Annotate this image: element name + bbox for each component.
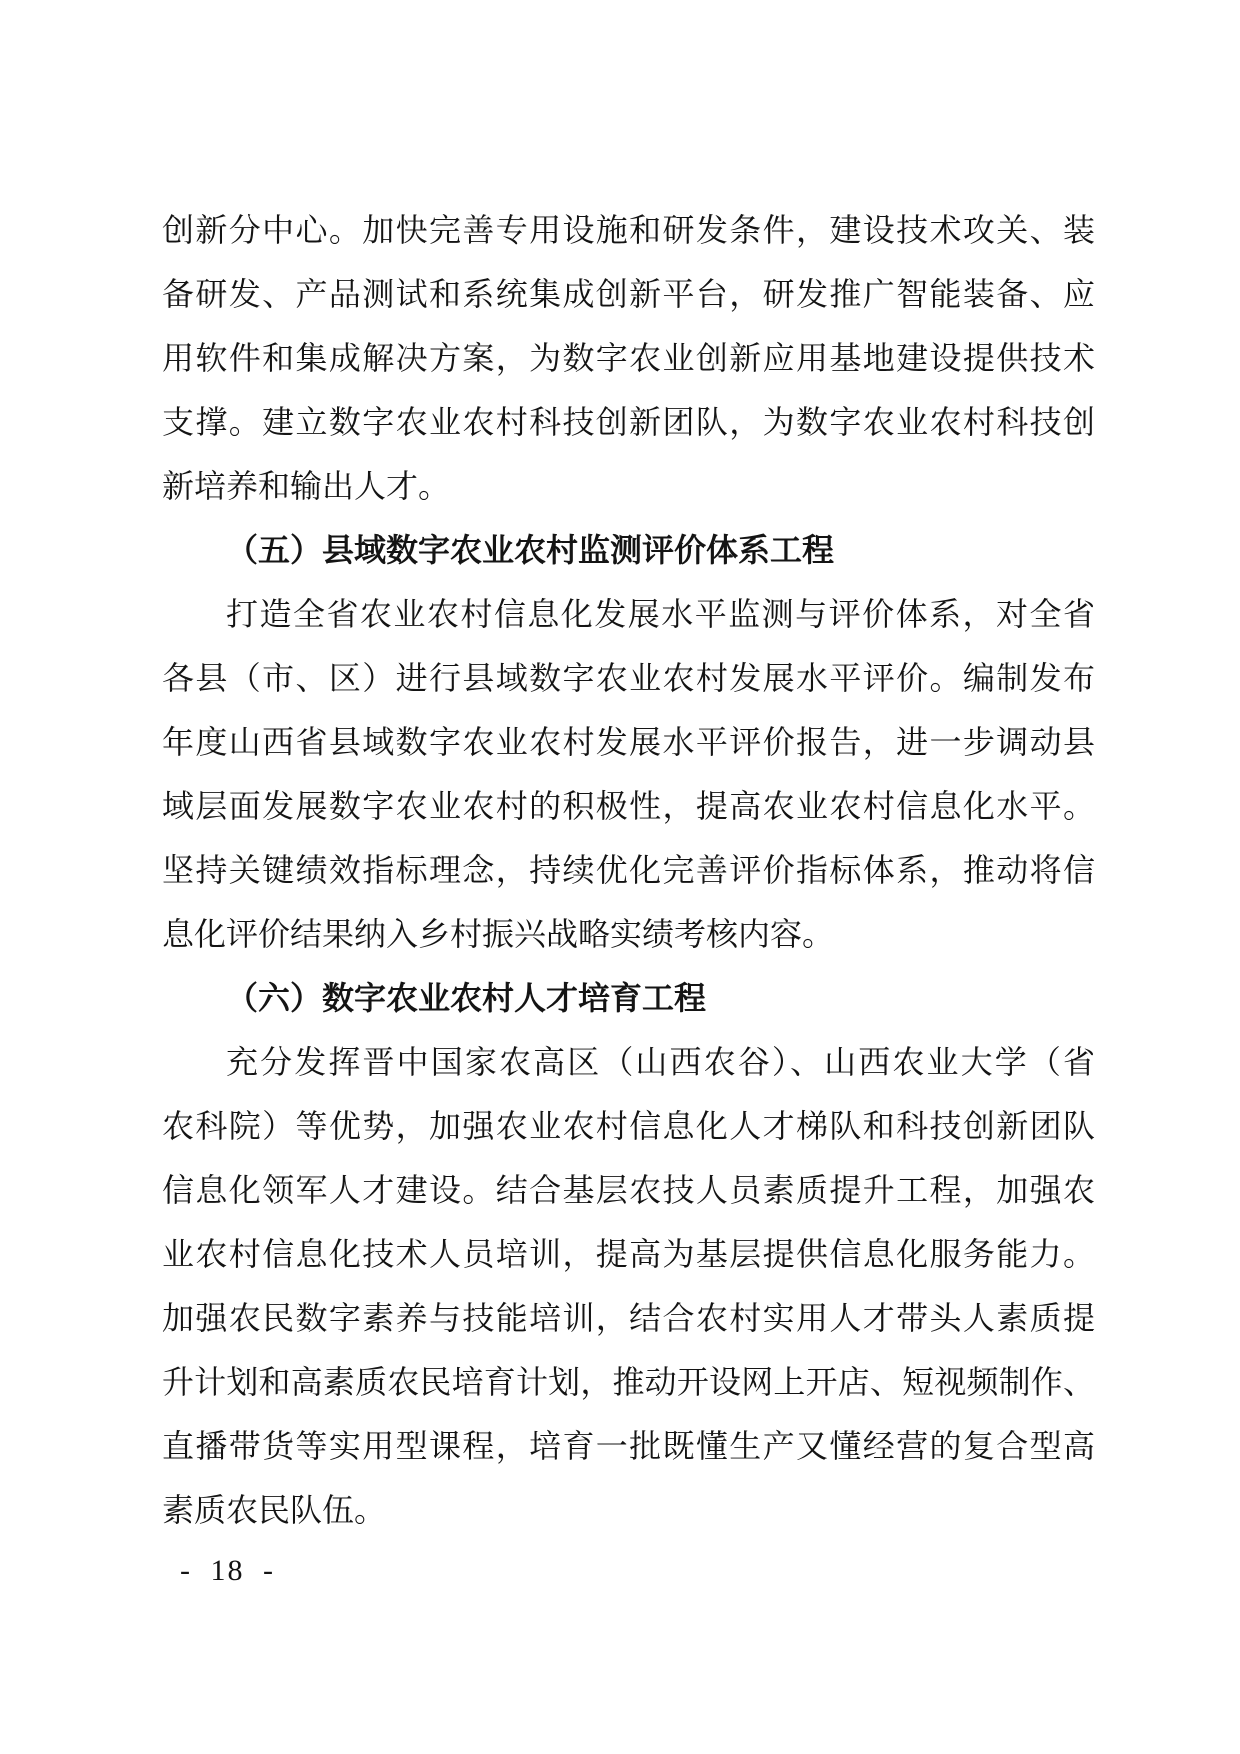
text-line: 坚持关键绩效指标理念，持续优化完善评价指标体系，推动将信 bbox=[162, 852, 1095, 888]
text-line: 新培养和输出人才。 bbox=[162, 468, 451, 504]
heading-section-6-talent-cultivation: （六）数字农业农村人才培育工程 bbox=[226, 980, 707, 1016]
text-line: 业农村信息化技术人员培训，提高为基层提供信息化服务能力。 bbox=[162, 1236, 1095, 1272]
page-number: - 18 - bbox=[180, 1554, 275, 1587]
text-line: 打造全省农业农村信息化发展水平监测与评价体系，对全省 bbox=[226, 596, 1095, 632]
text-line: 农科院）等优势，加强农业农村信息化人才梯队和科技创新团队 bbox=[162, 1108, 1095, 1144]
text-line: 创新分中心。加快完善专用设施和研发条件，建设技术攻关、装 bbox=[162, 212, 1095, 248]
text-line: 加强农民数字素养与技能培训，结合农村实用人才带头人素质提 bbox=[162, 1300, 1095, 1336]
heading-section-5-county-monitoring-evaluation: （五）县域数字农业农村监测评价体系工程 bbox=[226, 532, 835, 568]
text-line: 域层面发展数字农业农村的积极性，提高农业农村信息化水平。 bbox=[162, 788, 1095, 824]
text-line: 用软件和集成解决方案，为数字农业创新应用基地建设提供技术 bbox=[162, 340, 1095, 376]
text-line: 信息化领军人才建设。结合基层农技人员素质提升工程，加强农 bbox=[162, 1172, 1095, 1208]
text-line: 年度山西省县域数字农业农村发展水平评价报告，进一步调动县 bbox=[162, 724, 1095, 760]
document-body bbox=[162, 198, 1095, 1542]
text-line: 升计划和高素质农民培育计划，推动开设网上开店、短视频制作、 bbox=[162, 1364, 1095, 1400]
text-line: 息化评价结果纳入乡村振兴战略实绩考核内容。 bbox=[162, 916, 835, 952]
text-line: 直播带货等实用型课程，培育一批既懂生产又懂经营的复合型高 bbox=[162, 1428, 1095, 1464]
text-line: 支撑。建立数字农业农村科技创新团队，为数字农业农村科技创 bbox=[162, 404, 1095, 440]
text-line: 备研发、产品测试和系统集成创新平台，研发推广智能装备、应 bbox=[162, 276, 1095, 312]
text-line: 素质农民队伍。 bbox=[162, 1492, 387, 1528]
text-line: 充分发挥晋中国家农高区（山西农谷）、山西农业大学（省 bbox=[226, 1044, 1095, 1080]
text-line: 各县（市、区）进行县域数字农业农村发展水平评价。编制发布 bbox=[162, 660, 1095, 696]
